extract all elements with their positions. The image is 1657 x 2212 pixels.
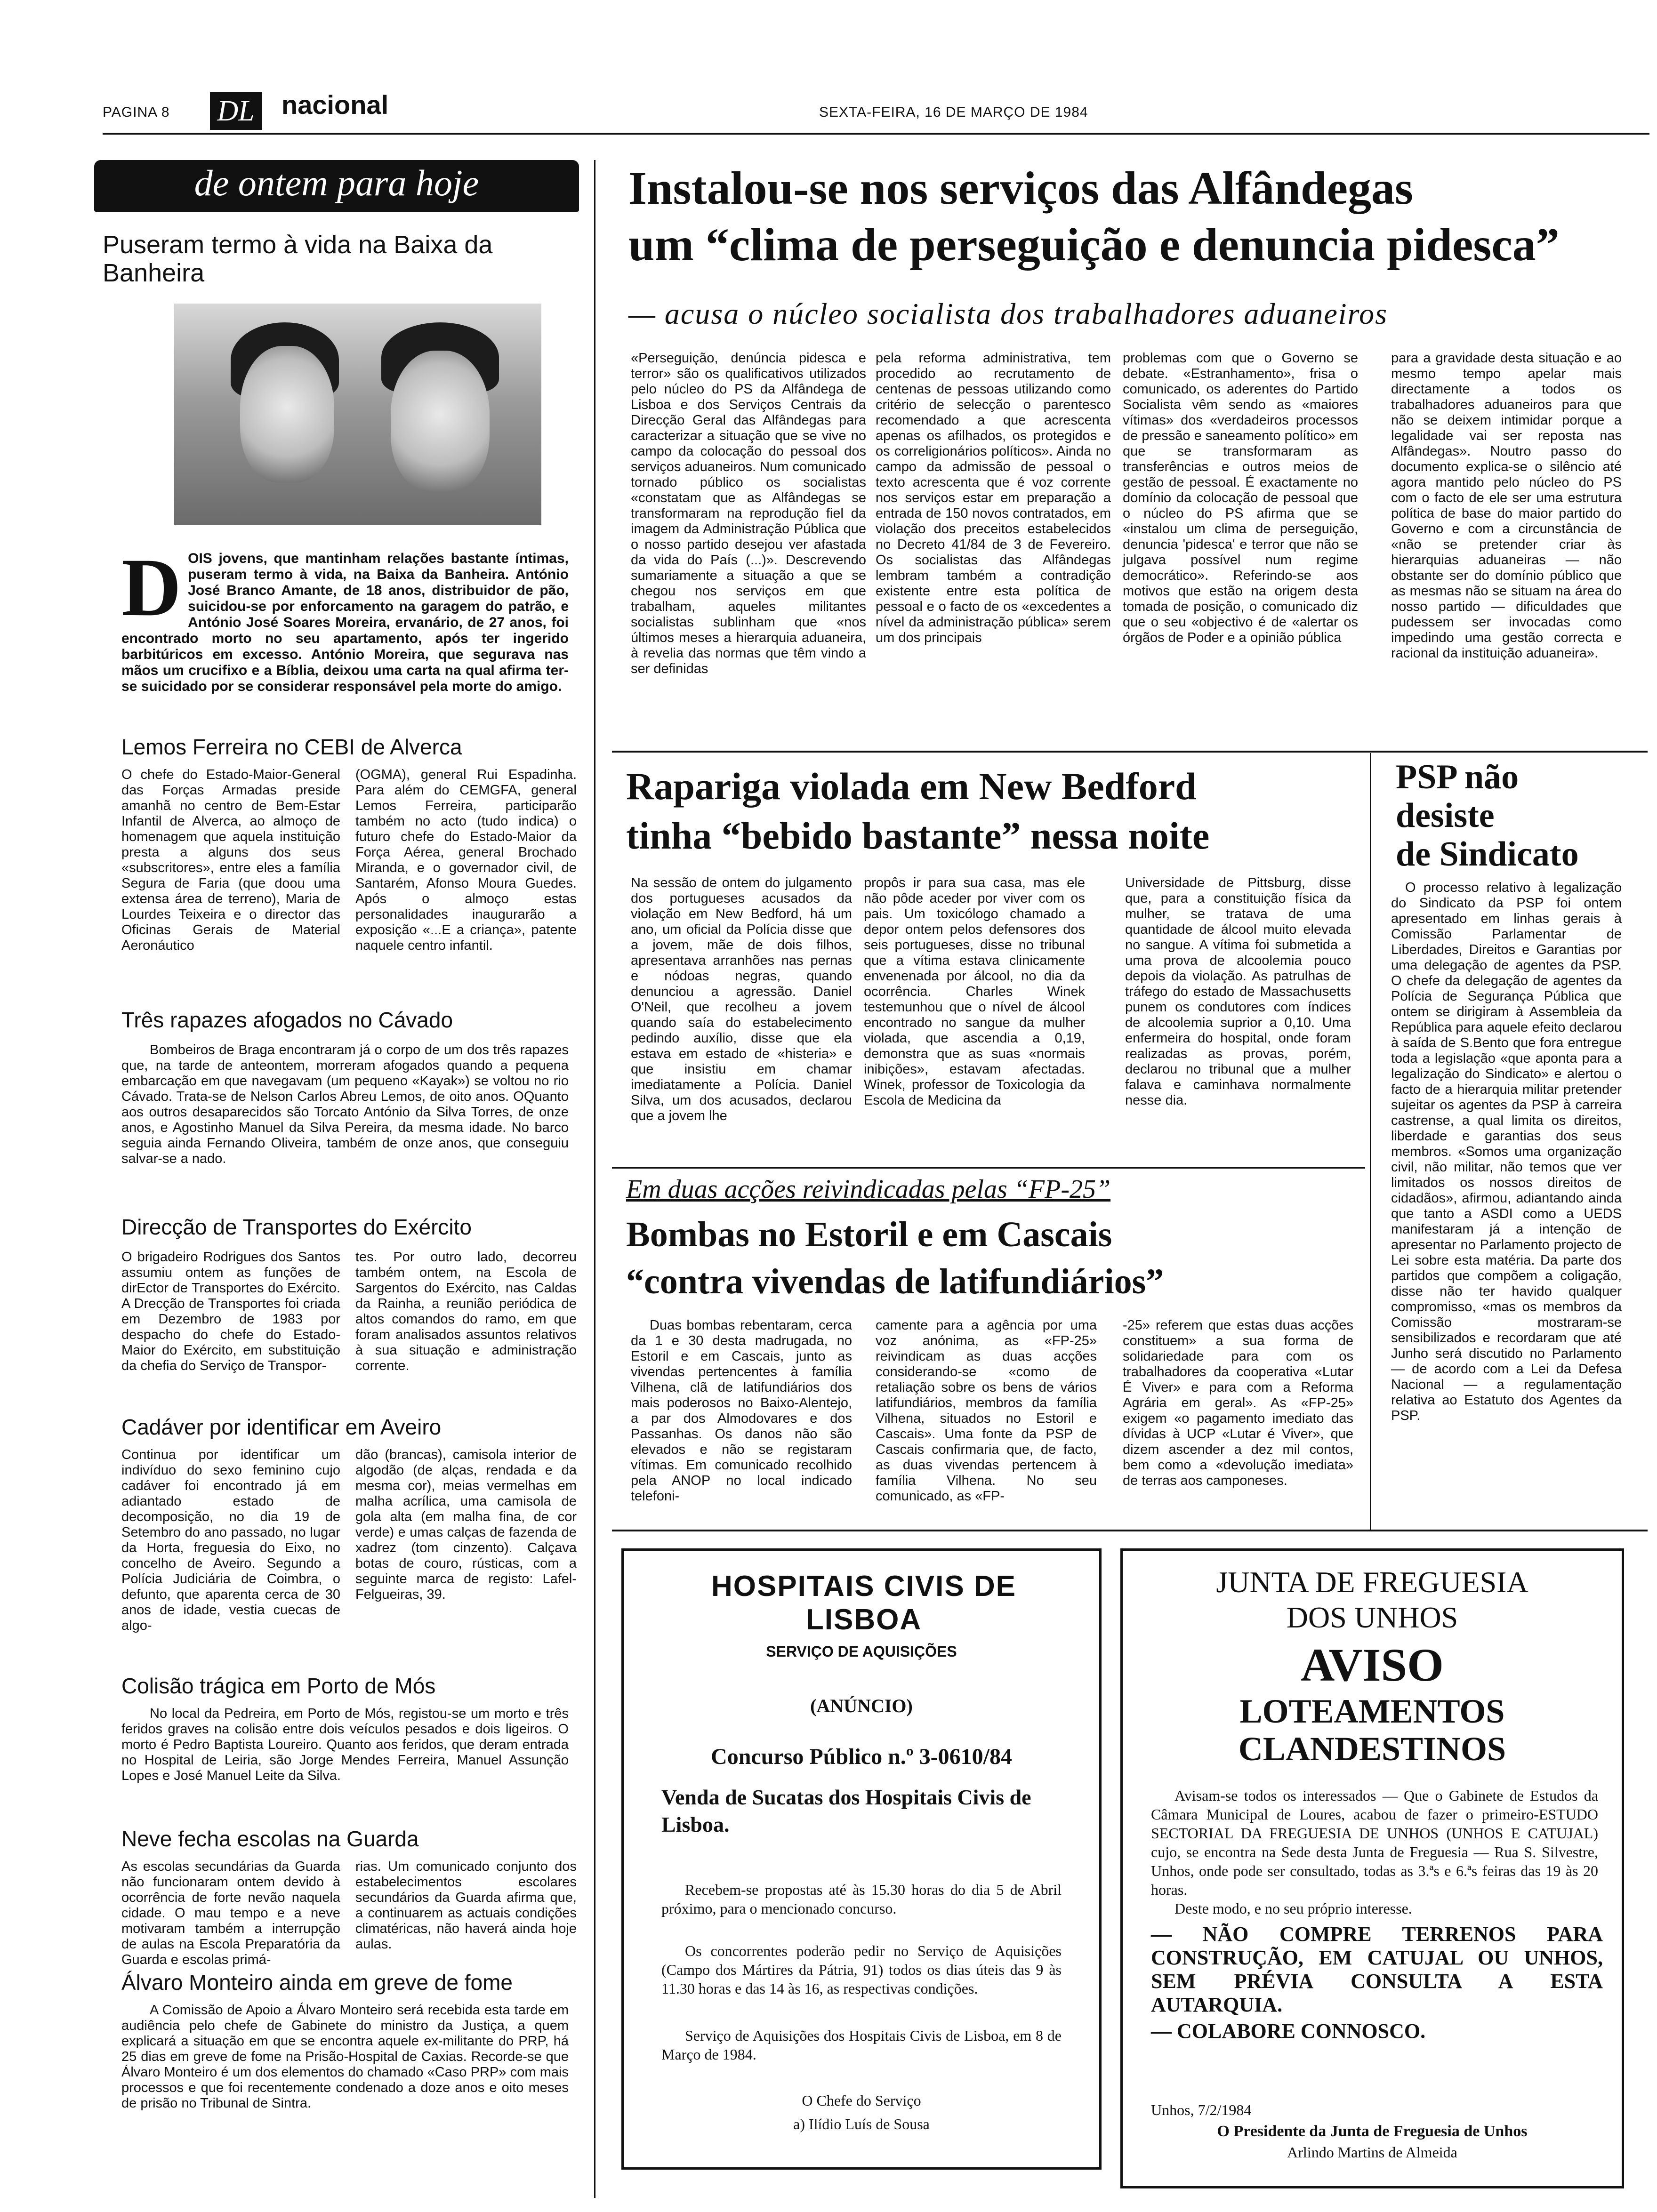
column-divider bbox=[594, 160, 595, 2198]
story-body: DOIS jovens, que mantinham relações bastante íntimas, puseram termo à vida, na Baixa da Banheira. António José Branco Amante, de 18 anos, distribuidor de pão, suicidou-se por enforcamento na garagem do patrão, e António José Soares Moreira, ervanário, de 27 anos, foi encontrado morto no seu apartamento, após ter ingerido barbitúricos em excesso. António Moreira, que segurava nas mãos um crucifixo e a Bíblia, deixou uma carta na qual afirma ter-se suicidado por se considerar responsável pela morte do amigo. bbox=[121, 542, 569, 694]
ad-date: Unhos, 7/2/1984 bbox=[1151, 2101, 1252, 2118]
section-divider bbox=[612, 1167, 1365, 1169]
ad-paragraph: Recebem-se propostas até às 15.30 horas do dia 5 de Abril próximo, para o mencionado concurso. bbox=[661, 1881, 1062, 1917]
ad-subtitle: CLANDESTINOS bbox=[1238, 1730, 1506, 1768]
story-kicker: Em duas acções reivindicadas pelas “FP-25” bbox=[626, 1175, 1111, 1204]
story-column: camente para a agência por uma voz anónima, as «FP-25» reivindicam as duas acções considerando-se «como de retaliação sobre os bens de vários latifundiários, membros da família Vilhena, situados no Estoril e Cascais». Uma fonte da PSP de Cascais confirmaria que, de facto, as duas vivendas pertencem à família Vilhena. No seu comunicado, as «FP- bbox=[876, 1318, 1097, 1504]
story-column: As escolas secundárias da Guarda não funcionaram ontem devido à ocorrência de forte nevão naquela cidade. O mau tempo e a neve motivaram também a interrupção de aulas na Escola Preparatória da Guarda e escolas primá- bbox=[121, 1859, 340, 1967]
story-column: Na sessão de ontem do julgamento dos portugueses acusados da violação em New Bedford, há um ano, um oficial da Polícia disse que a jovem, mãe de dois filhos, apresentava arranhões nas pernas e nódoas negras, quando denunciou a agressão. Daniel O'Neil, que recolheu a jovem quando saía do estabelecimento pedindo auxílio, disse que ela estava em estado de «histeria» e que insistiu em chamar imediatamente a Polícia. Daniel Silva, um dos acusados, declarou que a jovem lhe bbox=[631, 875, 852, 1123]
story-column: rias. Um comunicado conjunto dos estabelecimentos escolares secundários da Guarda afirma que, a continuarem as actuais condições climatéricas, não haverá ainda hoje aulas. bbox=[355, 1859, 577, 1952]
story-title: Puseram termo à vida na Baixa da Banheira bbox=[103, 231, 493, 287]
ad-title: DOS UNHOS bbox=[1286, 1601, 1458, 1634]
story-column: tes. Por outro lado, decorreu também ontem, na Escola de Sargentos do Exército, nas Caldas da Rainha, a reunião periódica de altos comandos do ramo, em que foram analisados assuntos relativos à sua situação e administração corrente. bbox=[355, 1250, 577, 1373]
ad-signature: O Presidente da Junta de Freguesia de Unhos bbox=[1217, 2123, 1528, 2140]
ad-title: HOSPITAIS CIVIS DE LISBOA bbox=[711, 1570, 1017, 1636]
story-headline: tinha “bebido bastante” nessa noite bbox=[626, 814, 1210, 857]
ad-hospitais bbox=[621, 1548, 1102, 2170]
newspaper-logo: DL bbox=[210, 92, 262, 130]
header-rule bbox=[103, 133, 1649, 135]
story-headline: Rapariga violada em New Bedford bbox=[626, 765, 1197, 808]
lead-column: para a gravidade desta situação e ao mesmo tempo apelar mais directamente a todos os trabalhadores aduaneiros para que não se deixem intimidar porque a legalidade vai ser reposta nas Alfândegas». Noutro passo do documento explica-se o silêncio até agora mantido pelo núcleo do PS com o facto de ele ser uma estrutura política de base do maior partido do Governo e com a circunstância de «não se pretender criar às hierarquias aduaneiras — não obstante ser do domínio público que as mesmas não se situam na área do nosso partido — dificuldades que pudessem ser invocadas como impedindo uma gestão correcta e racional da instituição aduaneira». bbox=[1391, 351, 1622, 661]
story-headline: Bombas no Estoril e em Cascais bbox=[626, 1215, 1112, 1254]
ad-warning: — NÃO COMPRE TERRENOS PARA CONSTRUÇÃO, EM CATUJAL OU UNHOS, SEM PRÉVIA CONSULTA A ESTA AUTARQUIA. bbox=[1151, 1923, 1603, 2016]
story-headline: “contra vivendas de latifundiários” bbox=[626, 1262, 1164, 1301]
lead-headline: um “clima de perseguição e denuncia pidesca” bbox=[628, 218, 1560, 271]
story-column: Continua por identificar um indivíduo do sexo feminino cujo cadáver foi encontrado já em adiantado estado de decomposição, no dia 19 de Setembro do ano passado, no lugar da Horta, freguesia do Eixo, no concelho de Aveiro. Segundo a Polícia Judiciária de Coimbra, o defunto, que aparenta cerca de 30 anos de idade, vestia cuecas de algo- bbox=[121, 1447, 340, 1633]
story-title: Cadáver por identificar em Aveiro bbox=[121, 1415, 442, 1439]
news-photo bbox=[174, 304, 541, 525]
ad-paragraph: Os concorrentes poderão pedir no Serviço de Aquisições (Campo dos Mártires da Pátria, 91) todos os dias úteis das 9 às 11.30 horas e das 14 às 16, as respectivas condições. bbox=[661, 1942, 1062, 1997]
ad-contest: Concurso Público n.º 3-0610/84 bbox=[711, 1744, 1012, 1769]
story-headline: de Sindicato bbox=[1396, 835, 1579, 874]
ad-signature: Arlindo Martins de Almeida bbox=[1287, 2144, 1457, 2161]
column-divider bbox=[1370, 753, 1371, 1530]
section-divider bbox=[612, 1530, 1648, 1531]
story-title: Lemos Ferreira no CEBI de Alverca bbox=[121, 735, 462, 759]
ad-title: JUNTA DE FREGUESIA bbox=[1216, 1565, 1528, 1599]
ad-paragraph: Serviço de Aquisições dos Hospitais Civis de Lisboa, em 8 de Março de 1984. bbox=[661, 2027, 1062, 2063]
story-title: Colisão trágica em Porto de Mós bbox=[121, 1674, 436, 1698]
story-body: No local da Pedreira, em Porto de Mós, registou-se um morto e três feridos graves na colisão entre dois veículos pesados e dois ligeiros. O morto é Pedro Baptista Loureiro. Quanto aos feridos, que deram entrada no Hospital de Leiria, são Jorge Mendes Ferreira, Manuel Assunção Lopes e José Manuel Leite da Silva. bbox=[121, 1706, 569, 1783]
story-body: Bombeiros de Braga encontraram já o corpo de um dos três rapazes que, na tarde de anteontem, morreram afogados quando a pequena embarcação em que navegavam (um pequeno «Kayak») se voltou no rio Cávado. Trata-se de Nelson Carlos Abreu Lemos, de oito anos. OQuanto aos outros desaparecidos são Torcato António da Silva Torres, de onze anos, e Agostinho Manuel da Silva Pereira, da mesma idade. No barco seguia ainda Fernando Oliveira, também de onze anos, que conseguiu salvar-se a nado. bbox=[121, 1042, 569, 1166]
story-body: A Comissão de Apoio a Álvaro Monteiro será recebida esta tarde em audiência pelo chefe de Gabinete do ministro da Justiça, a quem explicará a situação em que se encontra aquele ex-militante do PRP, há 25 dias em greve de fome na Prisão-Hospital de Caxias. Recorde-se que Álvaro Monteiro é um dos elementos do chamado «Caso PRP» com mais processos e que foi recentemente condenado a doze anos e oito meses de prisão no Tribunal de Sintra. bbox=[121, 2003, 569, 2111]
story-title: Direcção de Transportes do Exército bbox=[121, 1215, 472, 1239]
section-name: nacional bbox=[282, 90, 389, 120]
ad-paragraph: Deste modo, e no seu próprio interesse. bbox=[1174, 1900, 1412, 1917]
story-title: Três rapazes afogados no Cávado bbox=[121, 1008, 453, 1032]
story-column: propôs ir para sua casa, mas ele não pôde aceder por viver com os pais. Um toxicólogo chamado a depor ontem pelos defensores dos seis portugueses, disse no tribunal que a vítima estava clinicamente envenenada por álcool, no dia da ocorrência. Charles Winek testemunhou que o nível de álcool encontrado no sangue da mulher violada, que ascendia a 0,19, demonstra que as suas «normais inibições», estavam afectadas. Winek, professor de Toxicologia da Escola de Medicina da bbox=[864, 875, 1085, 1108]
issue-date: SEXTA-FEIRA, 16 DE MARÇO DE 1984 bbox=[819, 104, 1088, 120]
lead-column: «Perseguição, denúncia pidesca e terror» são os qualificativos utilizados pelo núcleo do PS da Alfândega de Lisboa e dos Serviços Centrais da Direcção Geral das Alfândegas para caracterizar a situação que se vive no campo da colocação do pessoal dos serviços aduaneiros. Num comunicado tornado público os socialistas «constatam que as Alfândegas se transformaram na reprodução fiel da imagem da Administração Pública que o nosso partido desejou ver afastada da vida do País (...)». Descrevendo sumariamente a situação a que se chegou nos serviços em que trabalham, aqueles militantes socialistas sublinham que «nos últimos meses a hierarquia aduaneira, à revelia das normas que têm vindo a ser definidas bbox=[631, 351, 866, 676]
lead-column: pela reforma administrativa, tem procedido ao recrutamento de centenas de pessoas utilizando como critério de selecção o parentesco recomendado a que acrescenta apenas os afilhados, os protegidos e os correligionários políticos». Ainda no campo da admissão de pessoal o texto acrescenta que é voz corrente nos serviços estar em preparação a entrada de 150 novos contratados, em violação dos preceitos estabelecidos no Decreto 41/84 de 3 de Fevereiro. Os socialistas das Alfândegas lembram também a contradição existente entre esta política de pessoal e o facto de os «excedentes a nível da administração pública» serem um dos principais bbox=[876, 351, 1111, 645]
ad-subject: Venda de Sucatas dos Hospitais Civis de Lisboa. bbox=[661, 1785, 1031, 1836]
story-column: Universidade de Pittsburg, disse que, para a constituição física da mulher, se tratava de uma quantidade de álcool muito elevada no sangue. A vítima foi submetida a uma prova de alcoolemia pouco depois da violação. As patrulhas de tráfego do estado de Massachusetts punem os condutores com índices de alcoolemia suprior a 0,10. Uma enfermeira do hospital, onde foram realizadas as provas, porém, declarou no tribunal que a mulher falava e caminhava normalmente nesse dia. bbox=[1125, 875, 1351, 1108]
lead-subhead: — acusa o núcleo socialista dos trabalhadores aduaneiros bbox=[628, 297, 1388, 330]
ad-warning: — COLABORE CONNOSCO. bbox=[1151, 2020, 1426, 2043]
story-column: O brigadeiro Rodrigues dos Santos assumiu ontem as funções de dirEctor de Transportes do Exército. A Drecção de Transportes foi criada em Dezembro de 1983 por despacho do chefe do Estado-Maior do Exército, em substituição da chefia do Serviço de Transpor- bbox=[121, 1250, 340, 1373]
sidebar-banner: de ontem para hoje bbox=[94, 160, 579, 212]
drop-cap: D bbox=[121, 542, 182, 633]
ad-service: SERVIÇO DE AQUISIÇÕES bbox=[766, 1643, 957, 1660]
story-column: O chefe do Estado-Maior-General das Forças Armadas preside amanhã no centro de Bem-Estar Infantil de Alverca, ao almoço de homenagem que aquela instituição presta a alguns dos seus «subscritores», entre eles a família Segura de Faria (que doou uma extensa área de terreno), Maria de Lourdes Teixeira e o director das Oficinas Gerais de Material Aeronáutico bbox=[121, 767, 340, 953]
story-headline: PSP não bbox=[1396, 758, 1519, 796]
ad-announce: (ANÚNCIO) bbox=[810, 1695, 913, 1716]
story-title: Neve fecha escolas na Guarda bbox=[121, 1827, 419, 1851]
ad-signature: O Chefe do Serviço bbox=[802, 2092, 921, 2109]
ad-subtitle: LOTEAMENTOS bbox=[1239, 1692, 1505, 1730]
lead-headline: Instalou-se nos serviços das Alfândegas bbox=[628, 162, 1413, 214]
story-headline: desiste bbox=[1396, 796, 1495, 835]
story-body: O processo relativo à legalização do Sindicato da PSP foi ontem apresentado em linhas gerais à Comissão Parlamentar de Liberdades, Direitos e Garantias por uma delegação de agentes da PSP. O chefe da delegação de agentes da Polícia de Segurança Pública que ontem se dirigiram à Assembleia da República para aquele efeito declarou à saída de S.Bento que fora entregue toda a legislação «que aponta para a legalização do Sindicato» e alertou o facto de a hierarquia militar pretender sujeitar os agentes da PSP à carreira castrense, a qual limita os direitos, liberdade e garantias dos seus membros. «Somos uma organização civil, não militar, não temos que ver limitados os nossos direitos de cidadãos», afirmou, adiantando ainda que tanto a ASDI como a UEDS manifestaram já a intenção de apresentar no Parlamento projecto de Lei sobre esta matéria. Da parte dos partidos que compõem a coligação, disse não ter havido qualquer compromisso, «mas os membros da Comissão mostraram-se sensibilizados e recordaram que até Junho será discutido no Parlamento — de acordo com a Lei da Defesa Nacional — a regulamentação relativa ao Estatuto dos Agentes da PSP. bbox=[1391, 880, 1622, 1423]
ad-paragraph: Avisam-se todos os interessados — Que o Gabinete de Estudos da Câmara Municipal de Loures, acabou de fazer o primeiro-ESTUDO SECTORIAL DA FREGUESIA DE UNHOS (UNHOS E CATUJAL) cujo, se encontra na Sede desta Junta de Freguesia — Rua S. Silvestre, Unhos, onde pode ser consultado, todas as 3.ªs e 6.ªs feiras das 19 às 20 horas. bbox=[1151, 1787, 1598, 1898]
lead-column: problemas com que o Governo se debate. «Estranhamento», frisa o comunicado, os aderentes do Partido Socialista vêm sendo as «maiores vítimas» dos «verdadeiros processos de pressão e saneamento político» em que se transformaram as transferências e outros meios de gestão de pessoal. É exactamente no domínio da colocação de pessoal que o núcleo do PS afirma que se «instalou um clima de perseguição, denuncia 'pidesca' e terror que não se julgava possível num regime democrático». Referindo-se aos motivos que estão na origem desta tomada de posição, o comunicado diz que o seu «objectivo é de «alertar os órgãos de Poder e a opinião pública bbox=[1123, 351, 1358, 645]
ad-signature: a) Ilídio Luís de Sousa bbox=[793, 2116, 930, 2132]
ad-aviso: AVISO bbox=[1301, 1639, 1444, 1691]
story-title: Álvaro Monteiro ainda em greve de fome bbox=[121, 1970, 513, 1995]
story-column: Duas bombas rebentaram, cerca da 1 e 30 desta madrugada, no Estoril e em Cascais, junto as vivendas pertencentes à família Vilhena, clã de latifundiários dos mais poderosos no Baixo-Alentejo, a par dos Almodovares e dos Passanhas. Os danos não são elevados e não se registaram vítimas. Em comunicado recolhido pela ANOP no local indicado telefoni- bbox=[631, 1318, 852, 1504]
ad-junta bbox=[1120, 1548, 1624, 2188]
section-divider bbox=[612, 751, 1648, 753]
page-number: PAGINA 8 bbox=[103, 104, 170, 120]
story-column: (OGMA), general Rui Espadinha. Para além do CEMGFA, general Lemos Ferreira, participarão também no acto (tudo indica) o futuro chefe do Estado-Maior da Força Aérea, general Brochado Miranda, e o governador civil, de Santarém, Afonso Moura Guedes. Após o almoço estas personalidades inaugurarão a exposição «...E a criança», patente naquele centro infantil. bbox=[355, 767, 577, 953]
story-column: -25» referem que estas duas acções constituem» a sua forma de solidariedade para com os trabalhadores da cooperativa «Lutar É Viver» e para com a Reforma Agrária em geral». As «FP-25» exigem «o pagamento imediato das dívidas à UCP «Lutar é Viver», que dizem ascender a dez mil contos, bem como a «devolução imediata» de terras aos camponeses. bbox=[1123, 1318, 1353, 1488]
story-column: dão (brancas), camisola interior de algodão (de alças, rendada e da mesma cor), meias vermelhas em malha acrílica, uma camisola de gola alta (em malha fina, de cor verde) e umas calças de fazenda de xadrez (tom cinzento). Calçava botas de couro, rústicas, com a seguinte marca de registo: Lafel-Felgueiras, 39. bbox=[355, 1447, 577, 1602]
